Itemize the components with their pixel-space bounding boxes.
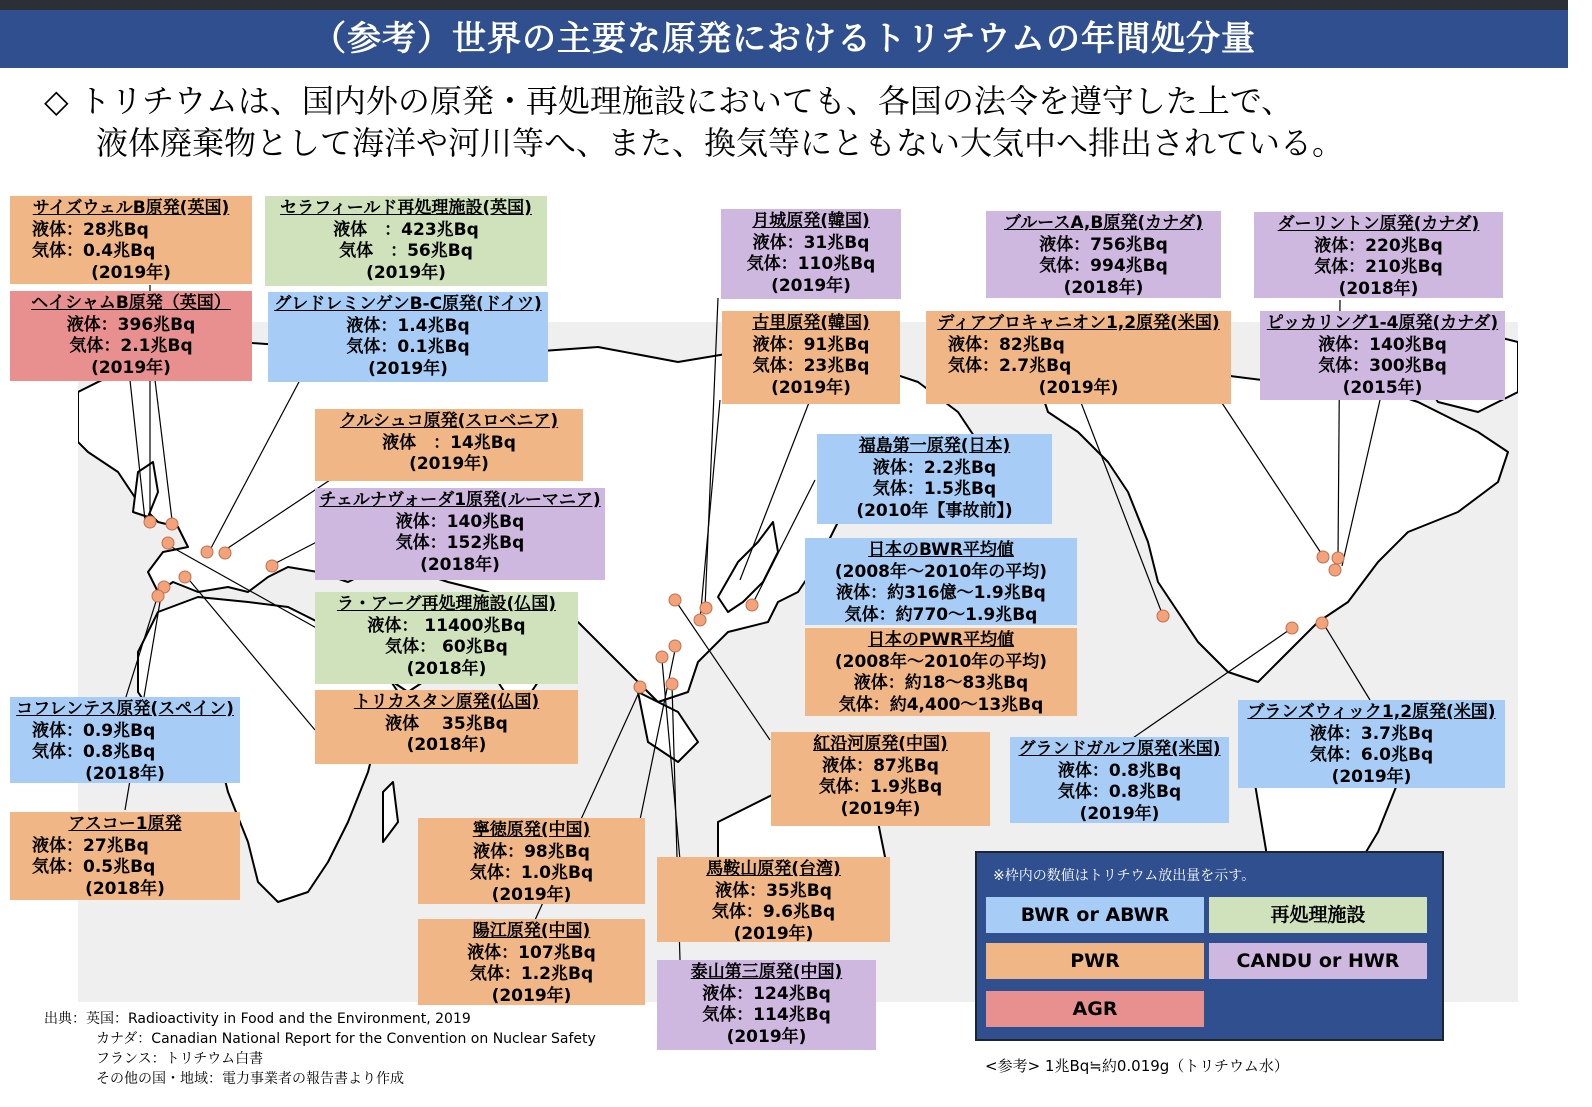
source-line: 出典：英国：Radioactivity in Food and the Environment, 2019: [44, 1011, 471, 1027]
site-marker: [1317, 551, 1329, 563]
legend-key-candu: CANDU or HWR: [1209, 943, 1427, 979]
site-marker: [179, 571, 191, 583]
plant-box-asco: アスコー1原発 液体：27兆Bq 気体：0.5兆Bq (2018年): [10, 812, 240, 900]
legend-note: ※枠内の数値はトリチウム放出量を示す。: [993, 868, 1256, 884]
plant-box-yangjiang: 陽江原発(中国) 液体：107兆Bq 気体：1.2兆Bq (2019年): [418, 919, 645, 1005]
plant-box-tricastin: トリカスタン原発(仏国) 液体 35兆Bq (2018年): [315, 690, 578, 764]
intro-line-2: 液体廃棄物として海洋や河川等へ、また、換気等にともない大気中へ排出されている。: [96, 124, 1345, 162]
plant-box-grand-gulf: グランドガルフ原発(米国) 液体：0.8兆Bq 気体：0.8兆Bq (2019年): [1010, 737, 1229, 823]
plant-box-japan-bwr-average: 日本のBWR平均値 (2008年～2010年の平均) 液体：約316億～1.9兆Bq 気体：約770～1.9兆Bq: [805, 538, 1077, 625]
source-line: フランス：トリチウム白書: [96, 1051, 264, 1067]
plant-box-ningde: 寧徳原発(中国) 液体：98兆Bq 気体：1.0兆Bq (2019年): [418, 818, 645, 904]
site-marker: [666, 678, 678, 690]
site-marker: [1316, 617, 1328, 629]
plant-box-maanshan: 馬鞍山原発(台湾) 液体：35兆Bq 気体：9.6兆Bq (2019年): [657, 857, 890, 942]
legend-key-reprocessing: 再処理施設: [1209, 897, 1427, 933]
source-line: カナダ：Canadian National Report for the Convention on Nuclear Safety: [96, 1031, 596, 1047]
plant-box-cofrentes: コフレンテス原発(スペイン) 液体：0.9兆Bq 気体：0.8兆Bq (2018年): [10, 697, 240, 783]
plant-box-cernavoda: チェルナヴォーダ1原発(ルーマニア) 液体：140兆Bq 気体：152兆Bq (2018年): [315, 488, 605, 580]
site-marker: [669, 640, 681, 652]
plant-box-kori: 古里原発(韓国) 液体：91兆Bq 気体：23兆Bq (2019年): [722, 311, 900, 404]
site-marker: [746, 599, 758, 611]
plant-box-hongyanhe: 紅沿河原発(中国) 液体：87兆Bq 気体：1.9兆Bq (2019年): [771, 732, 990, 826]
site-marker: [1332, 552, 1344, 564]
site-marker: [166, 518, 178, 530]
plant-box-gundremmingen: グレドレミンゲンB-C原発(ドイツ) 液体：1.4兆Bq 気体：0.1兆Bq (2019年): [268, 292, 548, 382]
plant-box-diablo-canyon: ディアブロキャニオン1,2原発(米国) 液体：82兆Bq 気体：2.7兆Bq (2019年): [926, 311, 1231, 404]
plant-box-wolsong: 月城原発(韓国) 液体：31兆Bq 気体：110兆Bq (2019年): [721, 209, 901, 299]
plant-box-fukushima: 福島第一原発(日本) 液体：2.2兆Bq 気体：1.5兆Bq (2010年【事故前】): [817, 434, 1052, 524]
plant-box-heysham: ヘイシャムB原発（英国） 液体：396兆Bq 気体：2.1兆Bq (2019年): [10, 291, 252, 381]
plant-box-krsko: クルシュコ原発(スロベニア) 液体 ：14兆Bq (2019年): [315, 409, 583, 481]
plant-box-sellafield: セラフィールド再処理施設(英国) 液体 ：423兆Bq 気体 ：56兆Bq (2019年): [265, 196, 547, 286]
plant-box-bruce: ブルースA,B原発(カナダ) 液体：756兆Bq 気体：994兆Bq (2018年): [986, 211, 1221, 298]
sources-note: [44, 1009, 596, 1089]
site-marker: [162, 537, 174, 549]
site-marker: [1329, 564, 1341, 576]
source-line: その他の国・地域：電力事業者の報告書より作成: [96, 1071, 404, 1087]
legend-key-pwr: PWR: [986, 943, 1204, 979]
legend-panel: [975, 851, 1444, 1041]
site-marker: [152, 590, 164, 602]
plant-box-la-hague: ラ・アーグ再処理施設(仏国) 液体： 11400兆Bq 気体： 60兆Bq (2018年): [315, 592, 578, 684]
site-marker: [201, 546, 213, 558]
legend-key-bwr: BWR or ABWR: [986, 897, 1204, 933]
plant-box-qinshan: 泰山第三原発(中国) 液体：124兆Bq 気体：114兆Bq (2019年): [657, 960, 876, 1050]
site-marker: [1157, 610, 1169, 622]
site-marker: [144, 516, 156, 528]
site-marker: [266, 560, 278, 572]
plant-box-sizewell: サイズウェルB原発(英国) 液体：28兆Bq 気体：0.4兆Bq (2019年): [10, 196, 252, 284]
plant-box-brunswick: ブランズウィック1,2原発(米国) 液体：3.7兆Bq 気体：6.0兆Bq (2019年): [1238, 700, 1505, 788]
intro-line-1: ◇ トリチウムは、国内外の原発・再処理施設においても、各国の法令を遵守した上で、: [44, 82, 1294, 120]
site-marker: [669, 594, 681, 606]
page-title: （参考）世界の主要な原発におけるトリチウムの年間処分量: [0, 10, 1568, 68]
site-marker: [1286, 622, 1298, 634]
legend-key-agr: AGR: [986, 991, 1204, 1027]
site-marker: [700, 602, 712, 614]
site-marker: [219, 547, 231, 559]
site-marker: [694, 614, 706, 626]
site-marker: [634, 681, 646, 693]
plant-box-japan-pwr-average: 日本のPWR平均値 (2008年～2010年の平均) 液体：約18～83兆Bq 気体：約4,400～13兆Bq: [805, 628, 1077, 716]
reference-note: <参考> 1兆Bq≒約0.019g（トリチウム水）: [985, 1057, 1289, 1075]
plant-box-darlington: ダーリントン原発(カナダ) 液体：220兆Bq 気体：210兆Bq (2018年): [1254, 212, 1503, 298]
site-marker: [656, 651, 668, 663]
plant-box-pickering: ピッカリング1-4原発(カナダ) 液体：140兆Bq 気体：300兆Bq (2015年): [1260, 311, 1505, 400]
